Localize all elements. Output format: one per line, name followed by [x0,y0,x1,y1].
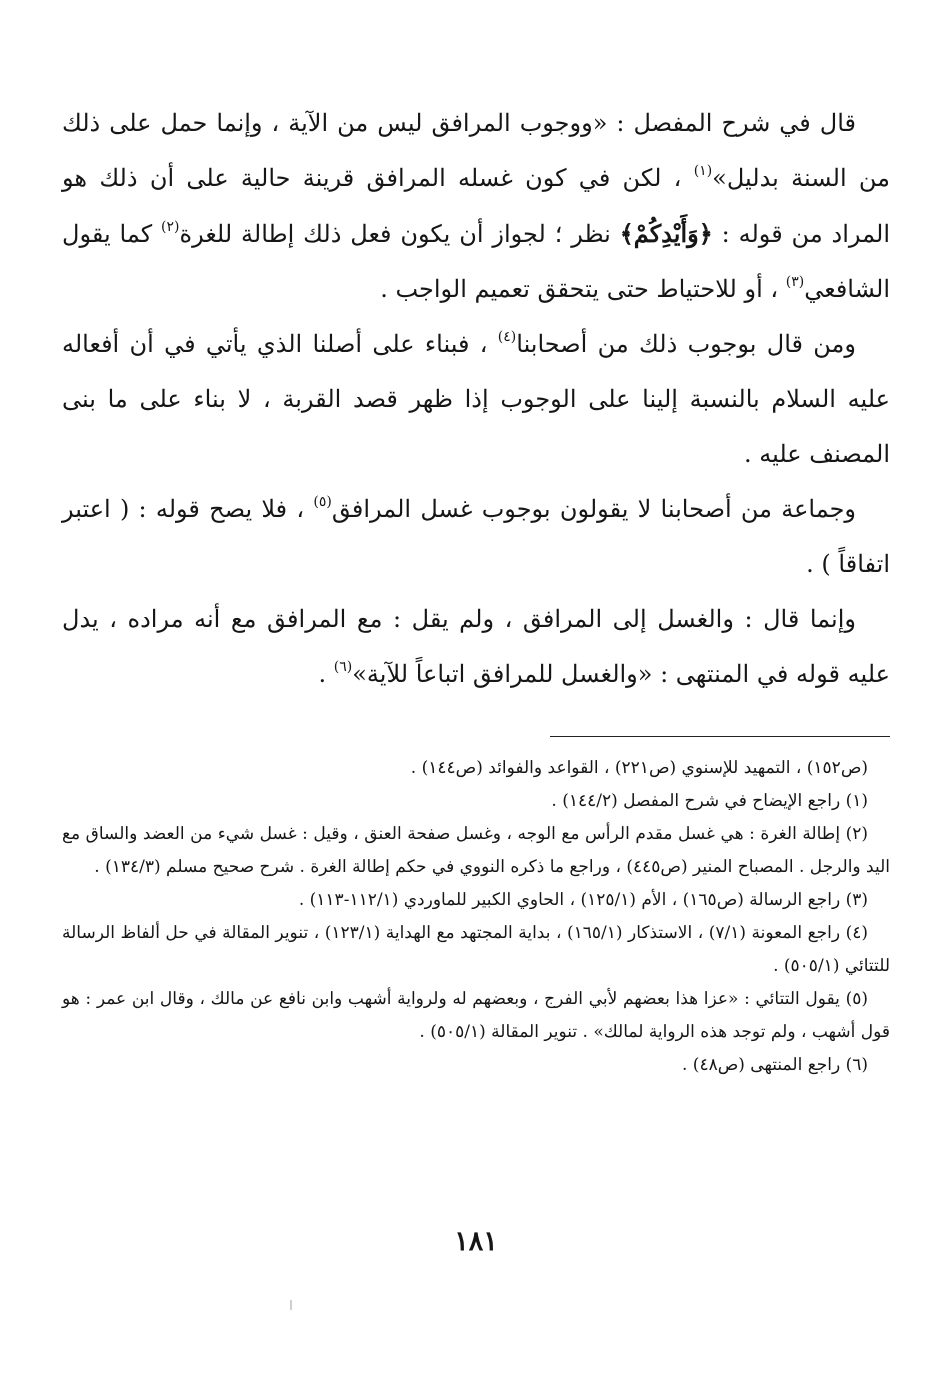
paragraph-2-text-b: ، فبناء على أصلنا الذي يأتي في أن أفعاله عليه السلام بالنسبة إلينا على الوجوب إذا ظهر قصد القربة ، لا بناء على ما بنى المصنف عليه . [62,330,890,468]
footnote-continuation: (ص١٥٢) ، التمهيد للإسنوي (ص٢٢١) ، القواعد والفوائد (ص١٤٤) . [410,758,868,778]
footnote-ref-2: (٢) [161,219,180,235]
footnote-3: (٣) راجع الرسالة (ص١٦٥) ، الأم (١٢٥/١) ، الحاوي الكبير للماوردي (١١٢/١-١١٣) . [298,890,868,910]
footnote-ref-1: (١) [693,163,713,179]
footnote-ref-6: (٦) [333,659,353,675]
footnote-4: (٤) راجع المعونة (٧/١) ، الاستذكار (١٦٥/١) ، بداية المجتهد مع الهداية (١٢٣/١) ، تنوير المقالة في حل ألفاظ الرسالة للتتائي (٥٠٥/١) . [62,923,890,976]
footnote-2: (٢) إطالة الغرة : هي غسل مقدم الرأس مع الوجه ، وغسل صفحة العنق ، وقيل : غسل شيء من العضد والساق مع اليد والرجل . المصباح المنير (ص٤٤٥) ، وراجع ما ذكره النووي في حكم إطالة الغرة . شرح صحيح مسلم (١٣٤/٣) . [62,824,890,877]
footnote-ref-3: (٣) [785,274,805,290]
footnote-ref-4: (٤) [497,329,517,345]
scan-artifact [290,1300,292,1310]
paragraph-1-text-d: كما يقول الشافعي [62,220,890,303]
paragraph-1-text-b: ، لكن في كون غسله المرافق قرينة حالية على أن ذلك هو المراد من قوله : [62,164,891,248]
quran-quote: ﴿وَأَيْدِكُمْ﴾ [619,219,713,248]
footnote-separator [550,736,890,737]
footnote-ref-5: (٥) [313,494,332,510]
paragraph-1-text-e: ، أو للاحتياط حتى يتحقق تعميم الواجب . [380,275,786,303]
footnote-5: (٥) يقول التتائي : «عزا هذا بعضهم لأبي الفرج ، وبعضهم له ولرواية أشهب وابن نافع عن مالك ، وقال ابن عمر : هو قول أشهب ، ولم توجد هذه الرواية لمالك» . تنوير المقالة (٥٠٥/١) . [62,989,890,1042]
paragraph-1-text-a: قال في شرح المفصل : «ووجوب المرافق ليس من الآية ، وإنما حمل على ذلك من السنة بدليل» [62,109,891,192]
main-body-text [62,96,890,702]
footnotes-section [62,752,890,1082]
paragraph-1-text-c: نظر ؛ لجواز أن يكون فعل ذلك إطالة للغرة [179,220,620,248]
paragraph-3 [62,482,890,592]
paragraph-3-text-b: ، فلا يصح قوله : ( اعتبر اتفاقاً ) . [62,495,890,578]
footnote-1: (١) راجع الإيضاح في شرح المفصل (١٤٤/٢) . [551,791,868,811]
footnote-6: (٦) راجع المنتهى (ص٤٨) . [681,1055,868,1075]
paragraph-4-text-b: . [318,660,334,688]
paragraph-3-text-a: وجماعة من أصحابنا لا يقولون بوجوب غسل المرافق [331,495,857,523]
paragraph-1 [62,96,890,317]
paragraph-4-text-a: وإنما قال : والغسل إلى المرافق ، ولم يقل : مع المرافق مع أنه مراده ، يدل عليه قوله في المنتهى : «والغسل للمرافق اتباعاً للآية» [62,605,890,688]
paragraph-2-text-a: ومن قال بوجوب ذلك من أصحابنا [516,330,856,358]
paragraph-4 [62,592,890,702]
page-number: ١٨١ [454,1226,498,1257]
paragraph-2 [62,317,890,482]
